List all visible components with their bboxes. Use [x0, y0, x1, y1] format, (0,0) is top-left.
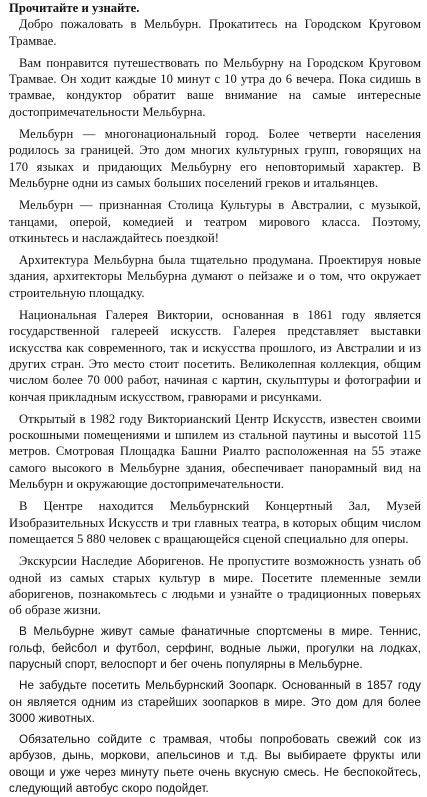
paragraph-national-gallery: Национальная Галерея Виктории, основанная в 1861 году является государственной галереей искусств. Галерея представляет выставки искусства как современного, так и искусства прошлого, из Австралии и из других стран. Это место стоит посетить. Великолепная коллекция, общим числом более 70 000 работ, начиная с картин, скульптуры и фотографии и кончая прикладным искусством, гравюрами и рисунками. — [9, 308, 421, 404]
paragraph-zoo: Не забудьте посетить Мельбурнский Зоопарк. Основанный в 1857 году он является одним из старейших зоопарков в мире. Это дом для более 3000 животных. — [9, 679, 421, 725]
paragraph-concert-hall: В Центре находится Мельбурнский Концертный Зал, Музей Изобразительных Искусств и три главных театра, в которых общим числом помещается 5 880 человек с вращающейся сценой специально для оперы. — [9, 499, 421, 546]
paragraph-sports: В Мельбурне живут самые фанатичные спортсмены в мире. Теннис, гольф, бейсбол и футбол, серфинг, водные лыжи, прогулки на лодках, парусный спорт, велоспорт и бег очень популярны в Мельбурне. — [9, 625, 421, 671]
paragraph-culture-capital: Мельбурн — признанная Столица Культуры в Австралии, с музыкой, танцами, оперой, комедией и театром мирового класса. Поэтому, откиньтесь и наслаждайтесь поездкой! — [9, 198, 421, 245]
paragraph-multinational: Мельбурн — многонациональный город. Более четверти населения родилось за границей. Это дом многих культурных групп, говорящих на 170 языках и придающих Мельбурну его неповторимый характер. В Мельбурне одни из самых больших поселений греков и итальянцев. — [9, 127, 421, 190]
paragraph-arts-centre: Открытый в 1982 году Викторианский Центр Искусств, известен своими роскошными помещениями и шпилем из стальной паутины и высотой 115 метров. Смотровая Площадка Башни Риалто расположенная на 55 этаже самого высокого в Мельбурне здания, обеспечивает панорамный вид на Мельбурн и окружающие достопримечательности. — [9, 411, 421, 492]
document-heading: Прочитайте и узнайте. — [9, 1, 140, 15]
paragraph-juice: Обязательно сойдите с трамвая, чтобы попробовать свежий сок из арбузов, дынь, моркови, апельсинов и т.д. Вы выбираете фрукты или овощи и уже через минуту пьете очень вкусную смесь. Не беспокойтесь, следующий автобус скоро подойдет. — [9, 733, 421, 796]
paragraph-architecture: Архитектура Мельбурна была тщательно продумана. Проектируя новые здания, архитекторы Мельбурна думают о пейзаже и о том, что окружает строительную площадку. — [9, 253, 421, 300]
paragraph-aboriginal-tours: Экскурсии Наследие Аборигенов. Не пропустите возможность узнать об одной из самых старых культур в мире. Посетите племенные земли аборигенов, познакомьтесь с людьми и узнайте о традиционных поверьях об образе жизни. — [9, 554, 421, 618]
paragraph-welcome: Добро пожаловать в Мельбурн. Прокатитесь на Городском Круговом Трамвае. — [9, 17, 421, 48]
paragraph-tram: Вам понравится путешествовать по Мельбурну на Городском Круговом Трамвае. Он ходит каждые 10 минут с 10 утра до 6 вечера. Пока сидишь в трамвае, кондуктор обратит ваше внимание на самые интересные достопримечательности Мельбурна. — [9, 55, 421, 119]
